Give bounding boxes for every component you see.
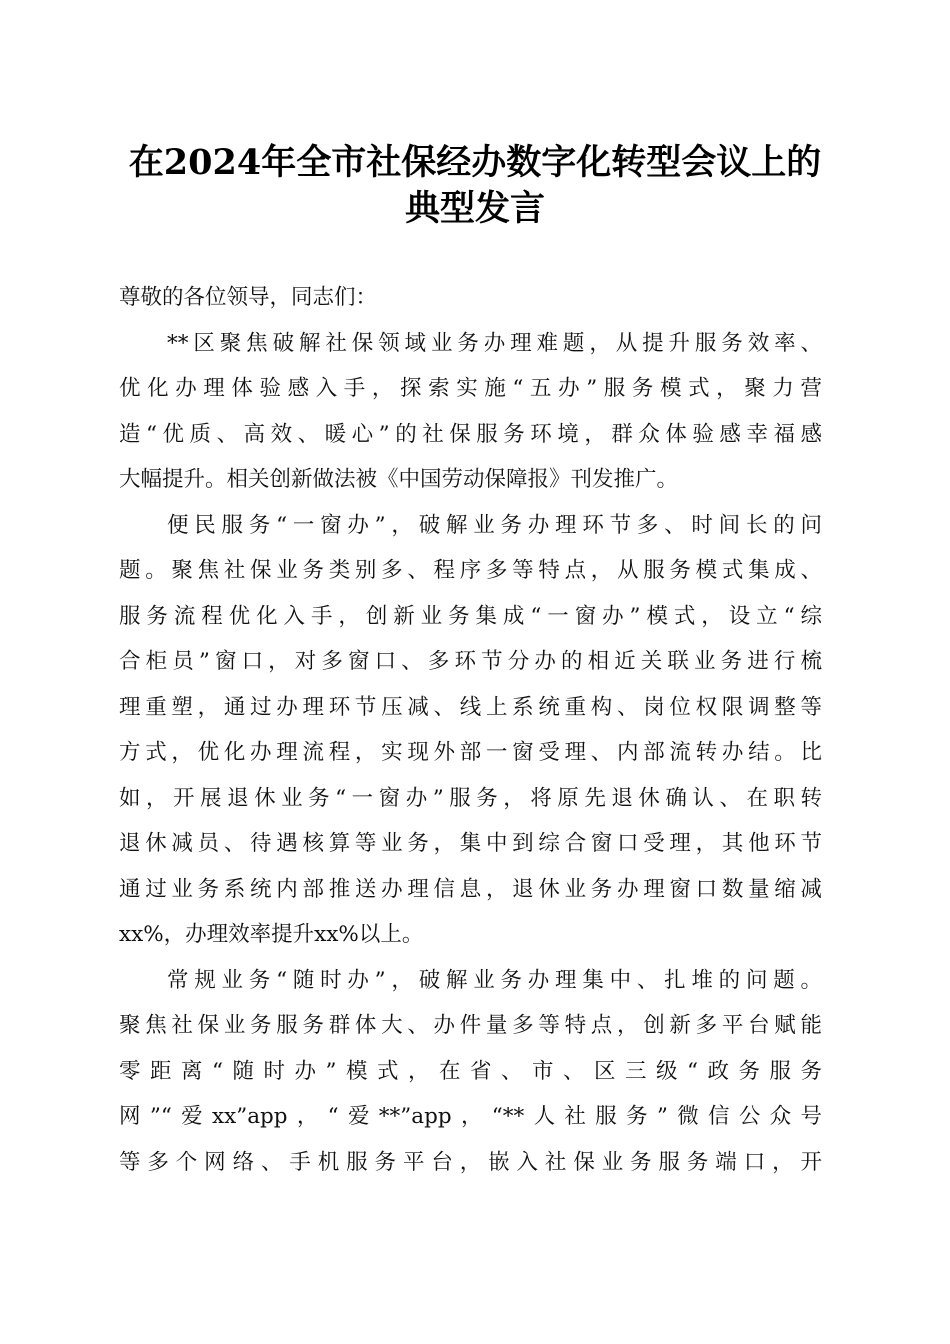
paragraph-2-line: 合柜员”窗口，对多窗口、多环节分办的相近关联业务进行梳 [119, 649, 822, 674]
paragraph-3-line: 常规业务“随时办”，破解业务办理集中、扎堆的问题。 [167, 968, 822, 993]
paragraph-1-line: 造“优质、高效、暖心”的社保服务环境，群众体验感幸福感 [119, 422, 822, 447]
paragraph-3-line: 零距离“随时办”模式，在省、市、区三级“政务服务 [119, 1059, 822, 1084]
paragraph-3-line: 等多个网络、手机服务平台，嵌入社保业务服务端口，开 [119, 1150, 822, 1175]
paragraph-2-line: 通过业务系统内部推送办理信息，退休业务办理窗口数量缩减 [119, 877, 822, 902]
paragraph-2-line: 题。聚焦社保业务类别多、程序多等特点，从服务模式集成、 [119, 558, 822, 583]
paragraph-2-line: xx%，办理效率提升xx%以上。 [119, 922, 424, 947]
paragraph-2-line: 退休减员、待遇核算等业务，集中到综合窗口受理，其他环节 [119, 831, 822, 856]
paragraph-2-line: 服务流程优化入手，创新业务集成“一窗办”模式，设立“综 [119, 604, 822, 629]
paragraph-2-line: 便民服务“一窗办”，破解业务办理环节多、时间长的问 [167, 513, 822, 538]
paragraph-3-line: 网”“爱xx”app，“爱**”app，“**人社服务”微信公众号 [119, 1104, 822, 1129]
paragraph-2-line: 如，开展退休业务“一窗办”服务，将原先退休确认、在职转 [119, 786, 822, 811]
paragraph-1-line: **区聚焦破解社保领域业务办理难题，从提升服务效率、 [167, 331, 822, 356]
paragraph-1-line: 大幅提升。相关创新做法被《中国劳动保障报》刊发推广。 [119, 467, 679, 492]
document-title-line-2: 典型发言 [404, 188, 545, 229]
salutation: 尊敬的各位领导，同志们： [119, 285, 378, 310]
paragraph-2-line: 理重塑，通过办理环节压减、线上系统重构、岗位权限调整等 [119, 695, 822, 720]
document-title-line-1: 在2024年全市社保经办数字化转型会议上的 [128, 142, 822, 183]
paragraph-1-line: 优化办理体验感入手，探索实施“五办”服务模式，聚力营 [119, 376, 822, 401]
paragraph-3-line: 聚焦社保业务服务群体大、办件量多等特点，创新多平台赋能 [119, 1013, 822, 1038]
paragraph-2-line: 方式，优化办理流程，实现外部一窗受理、内部流转办结。比 [119, 740, 822, 765]
